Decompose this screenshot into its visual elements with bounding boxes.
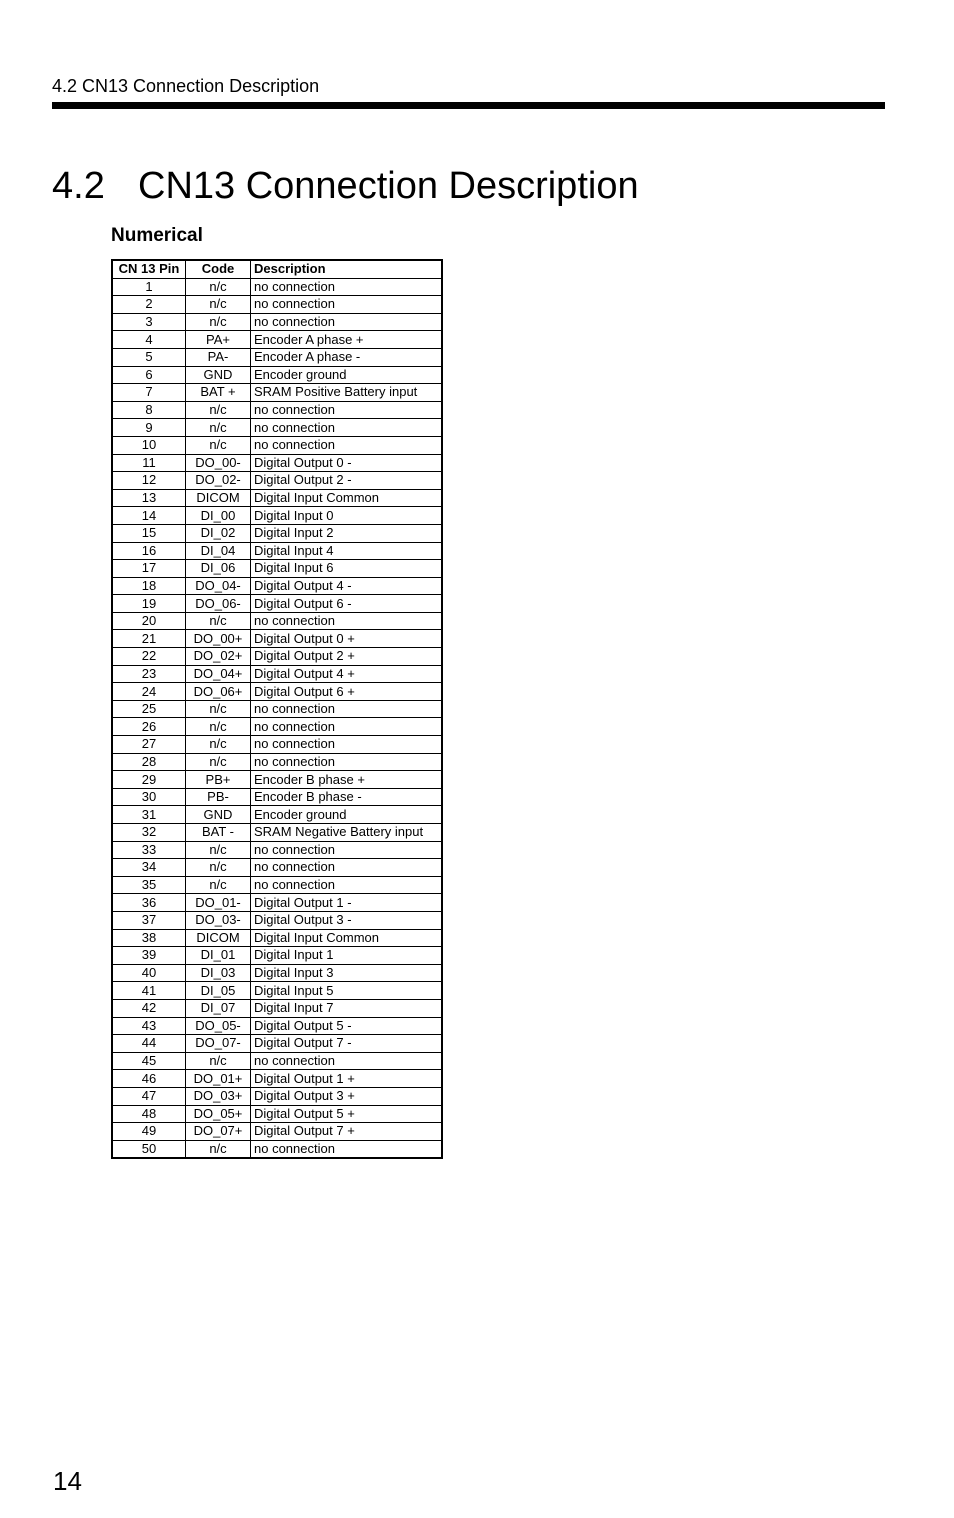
description-cell: Digital Input 2 [251, 524, 443, 542]
table-row [112, 929, 442, 947]
pin-cell: 21 [112, 630, 186, 648]
table-row [112, 1035, 442, 1053]
pin-cell: 32 [112, 824, 186, 842]
description-cell: no connection [251, 278, 443, 296]
pin-cell: 10 [112, 436, 186, 454]
code-cell: PB- [186, 788, 251, 806]
section-title: CN13 Connection Description [138, 165, 639, 207]
code-cell: n/c [186, 278, 251, 296]
code-cell: DO_03- [186, 911, 251, 929]
pin-cell: 19 [112, 595, 186, 613]
pin-cell: 46 [112, 1070, 186, 1088]
column-header-pin: CN 13 Pin [112, 260, 186, 278]
description-cell: Digital Output 6 + [251, 683, 443, 701]
table-row [112, 1017, 442, 1035]
pin-cell: 34 [112, 859, 186, 877]
table-row [112, 331, 442, 349]
table-row [112, 771, 442, 789]
table-row [112, 665, 442, 683]
pin-cell: 18 [112, 577, 186, 595]
description-cell: Digital Input 7 [251, 999, 443, 1017]
pin-cell: 50 [112, 1140, 186, 1158]
pin-cell: 23 [112, 665, 186, 683]
code-cell: DO_00+ [186, 630, 251, 648]
description-cell: Digital Output 7 - [251, 1035, 443, 1053]
code-cell: DO_06- [186, 595, 251, 613]
code-cell: DO_07- [186, 1035, 251, 1053]
description-cell: Digital Output 3 + [251, 1087, 443, 1105]
pin-cell: 38 [112, 929, 186, 947]
pin-cell: 30 [112, 788, 186, 806]
code-cell: n/c [186, 841, 251, 859]
table-row [112, 1105, 442, 1123]
description-cell: Digital Input Common [251, 929, 443, 947]
code-cell: DICOM [186, 929, 251, 947]
code-cell: DO_05+ [186, 1105, 251, 1123]
table-row [112, 560, 442, 578]
table-row [112, 982, 442, 1000]
code-cell: n/c [186, 313, 251, 331]
pin-cell: 4 [112, 331, 186, 349]
table-row [112, 1123, 442, 1141]
pin-cell: 16 [112, 542, 186, 560]
pin-cell: 43 [112, 1017, 186, 1035]
section-number: 4.2 [52, 165, 105, 207]
table-row [112, 313, 442, 331]
table-header-row [112, 260, 442, 278]
table-row [112, 595, 442, 613]
pin-cell: 24 [112, 683, 186, 701]
pin-cell: 41 [112, 982, 186, 1000]
table-row [112, 630, 442, 648]
code-cell: DI_02 [186, 524, 251, 542]
pin-cell: 37 [112, 911, 186, 929]
code-cell: DO_04+ [186, 665, 251, 683]
pin-cell: 17 [112, 560, 186, 578]
pin-cell: 36 [112, 894, 186, 912]
pin-cell: 44 [112, 1035, 186, 1053]
table-row [112, 366, 442, 384]
pin-cell: 20 [112, 612, 186, 630]
description-cell: Encoder B phase + [251, 771, 443, 789]
code-cell: n/c [186, 753, 251, 771]
column-header-description: Description [251, 260, 443, 278]
table-row [112, 436, 442, 454]
code-cell: DI_00 [186, 507, 251, 525]
table-row [112, 507, 442, 525]
table-row [112, 876, 442, 894]
code-cell: DO_01+ [186, 1070, 251, 1088]
pin-cell: 12 [112, 472, 186, 490]
table-row [112, 542, 442, 560]
table-body [112, 278, 442, 1158]
code-cell: n/c [186, 876, 251, 894]
description-cell: Digital Input 6 [251, 560, 443, 578]
table-row [112, 824, 442, 842]
subheading: Numerical [111, 225, 203, 246]
description-cell: SRAM Negative Battery input [251, 824, 443, 842]
code-cell: DO_01- [186, 894, 251, 912]
description-cell: Digital Input 1 [251, 947, 443, 965]
pin-table [111, 259, 443, 1159]
pin-cell: 7 [112, 384, 186, 402]
code-cell: n/c [186, 736, 251, 754]
pin-cell: 2 [112, 296, 186, 314]
page-title [52, 163, 639, 209]
pin-cell: 33 [112, 841, 186, 859]
description-cell: no connection [251, 1052, 443, 1070]
code-cell: DI_01 [186, 947, 251, 965]
code-cell: n/c [186, 700, 251, 718]
description-cell: no connection [251, 841, 443, 859]
pin-cell: 9 [112, 419, 186, 437]
code-cell: n/c [186, 296, 251, 314]
code-cell: DO_03+ [186, 1087, 251, 1105]
code-cell: DI_07 [186, 999, 251, 1017]
table-row [112, 348, 442, 366]
description-cell: Digital Input 0 [251, 507, 443, 525]
description-cell: no connection [251, 1140, 443, 1158]
description-cell: Digital Output 5 + [251, 1105, 443, 1123]
code-cell: DO_04- [186, 577, 251, 595]
code-cell: DO_00- [186, 454, 251, 472]
code-cell: n/c [186, 718, 251, 736]
running-header: 4.2 CN13 Connection Description [52, 76, 320, 96]
description-cell: Digital Output 4 + [251, 665, 443, 683]
code-cell: n/c [186, 1140, 251, 1158]
pin-cell: 5 [112, 348, 186, 366]
code-cell: n/c [186, 1052, 251, 1070]
table-row [112, 278, 442, 296]
header-rule [52, 102, 885, 109]
table-row [112, 841, 442, 859]
description-cell: Digital Output 2 + [251, 648, 443, 666]
table-row [112, 489, 442, 507]
table-row [112, 577, 442, 595]
table-row [112, 612, 442, 630]
pin-cell: 3 [112, 313, 186, 331]
table-row [112, 524, 442, 542]
code-cell: DO_06+ [186, 683, 251, 701]
description-cell: Digital Input 5 [251, 982, 443, 1000]
pin-cell: 49 [112, 1123, 186, 1141]
column-header-code: Code [186, 260, 251, 278]
description-cell: Digital Output 4 - [251, 577, 443, 595]
table-row [112, 718, 442, 736]
description-cell: Digital Input 3 [251, 964, 443, 982]
code-cell: DI_03 [186, 964, 251, 982]
description-cell: Digital Output 1 - [251, 894, 443, 912]
description-cell: SRAM Positive Battery input [251, 384, 443, 402]
description-cell: Encoder ground [251, 366, 443, 384]
table-row [112, 648, 442, 666]
pin-cell: 26 [112, 718, 186, 736]
code-cell: n/c [186, 419, 251, 437]
description-cell: Digital Input Common [251, 489, 443, 507]
description-cell: no connection [251, 401, 443, 419]
pin-cell: 11 [112, 454, 186, 472]
table-row [112, 700, 442, 718]
description-cell: Digital Output 1 + [251, 1070, 443, 1088]
pin-cell: 39 [112, 947, 186, 965]
code-cell: DICOM [186, 489, 251, 507]
pin-cell: 47 [112, 1087, 186, 1105]
description-cell: no connection [251, 753, 443, 771]
code-cell: DO_07+ [186, 1123, 251, 1141]
pin-cell: 35 [112, 876, 186, 894]
description-cell: Digital Output 0 + [251, 630, 443, 648]
pin-cell: 27 [112, 736, 186, 754]
description-cell: no connection [251, 296, 443, 314]
table-row [112, 806, 442, 824]
table-row [112, 296, 442, 314]
table-row [112, 454, 442, 472]
pin-cell: 29 [112, 771, 186, 789]
description-cell: no connection [251, 700, 443, 718]
pin-cell: 40 [112, 964, 186, 982]
pin-cell: 25 [112, 700, 186, 718]
code-cell: n/c [186, 859, 251, 877]
pin-cell: 48 [112, 1105, 186, 1123]
description-cell: Digital Input 4 [251, 542, 443, 560]
pin-cell: 6 [112, 366, 186, 384]
table-row [112, 911, 442, 929]
description-cell: Digital Output 7 + [251, 1123, 443, 1141]
code-cell: PA- [186, 348, 251, 366]
pin-cell: 1 [112, 278, 186, 296]
description-cell: no connection [251, 718, 443, 736]
description-cell: Digital Output 5 - [251, 1017, 443, 1035]
description-cell: Encoder B phase - [251, 788, 443, 806]
table-row [112, 401, 442, 419]
description-cell: Digital Output 3 - [251, 911, 443, 929]
description-cell: no connection [251, 436, 443, 454]
pin-cell: 15 [112, 524, 186, 542]
description-cell: Encoder A phase + [251, 331, 443, 349]
table-row [112, 1070, 442, 1088]
code-cell: DO_05- [186, 1017, 251, 1035]
description-cell: no connection [251, 313, 443, 331]
pin-cell: 31 [112, 806, 186, 824]
code-cell: GND [186, 366, 251, 384]
page-number: 14 [53, 1466, 82, 1496]
pin-cell: 28 [112, 753, 186, 771]
table-row [112, 736, 442, 754]
table-row [112, 419, 442, 437]
code-cell: PB+ [186, 771, 251, 789]
table-row [112, 947, 442, 965]
table-row [112, 1140, 442, 1158]
description-cell: no connection [251, 612, 443, 630]
code-cell: GND [186, 806, 251, 824]
code-cell: BAT + [186, 384, 251, 402]
description-cell: no connection [251, 419, 443, 437]
pin-cell: 14 [112, 507, 186, 525]
table-row [112, 999, 442, 1017]
table-row [112, 894, 442, 912]
description-cell: Encoder ground [251, 806, 443, 824]
pin-cell: 13 [112, 489, 186, 507]
description-cell: no connection [251, 736, 443, 754]
code-cell: n/c [186, 401, 251, 419]
table-row [112, 683, 442, 701]
code-cell: n/c [186, 612, 251, 630]
pin-cell: 45 [112, 1052, 186, 1070]
table-row [112, 384, 442, 402]
code-cell: n/c [186, 436, 251, 454]
table-row [112, 788, 442, 806]
pin-cell: 22 [112, 648, 186, 666]
pin-cell: 8 [112, 401, 186, 419]
table-row [112, 964, 442, 982]
table-row [112, 859, 442, 877]
code-cell: PA+ [186, 331, 251, 349]
table-row [112, 753, 442, 771]
code-cell: DO_02- [186, 472, 251, 490]
description-cell: no connection [251, 859, 443, 877]
description-cell: Digital Output 6 - [251, 595, 443, 613]
description-cell: Digital Output 2 - [251, 472, 443, 490]
description-cell: no connection [251, 876, 443, 894]
description-cell: Encoder A phase - [251, 348, 443, 366]
table-row [112, 472, 442, 490]
code-cell: DI_05 [186, 982, 251, 1000]
code-cell: BAT - [186, 824, 251, 842]
code-cell: DI_06 [186, 560, 251, 578]
table-row [112, 1087, 442, 1105]
table-row [112, 1052, 442, 1070]
code-cell: DI_04 [186, 542, 251, 560]
description-cell: Digital Output 0 - [251, 454, 443, 472]
code-cell: DO_02+ [186, 648, 251, 666]
pin-cell: 42 [112, 999, 186, 1017]
